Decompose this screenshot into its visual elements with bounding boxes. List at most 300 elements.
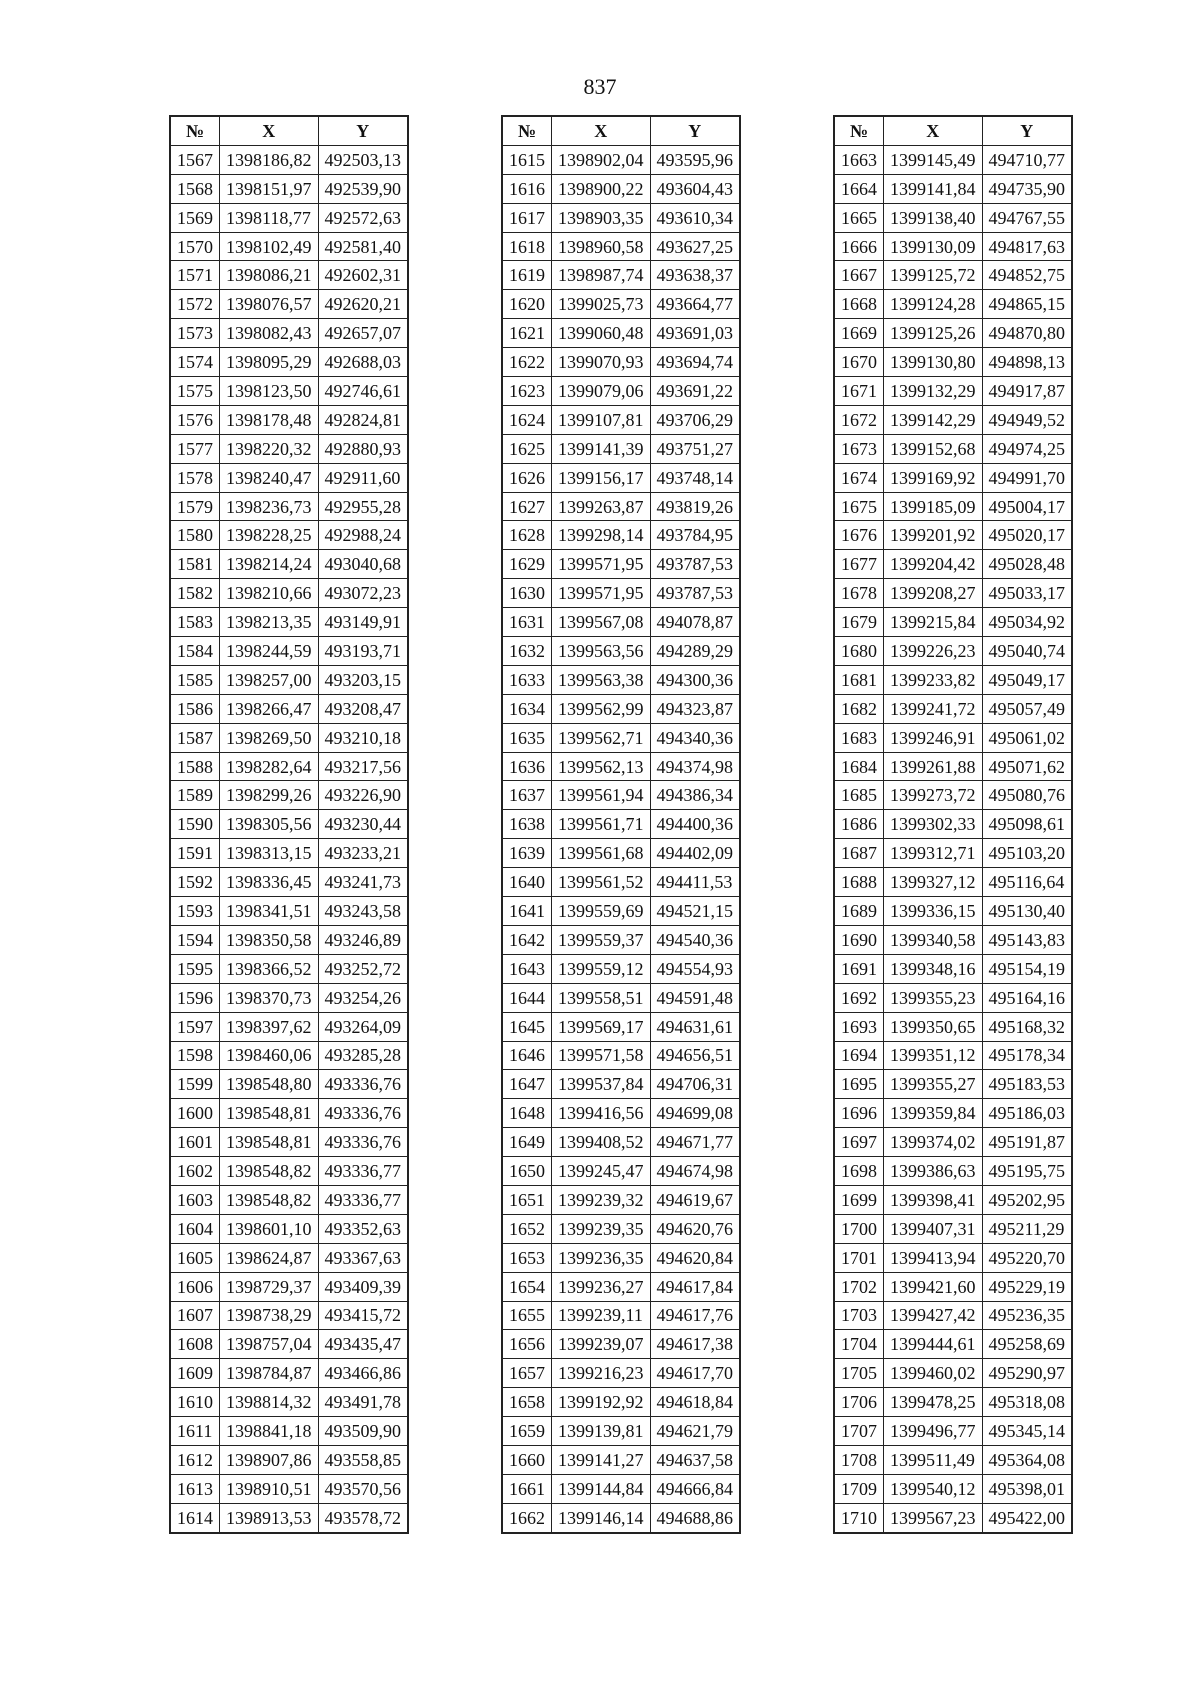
cell-number: 1692 — [835, 983, 884, 1012]
cell-number: 1576 — [171, 405, 220, 434]
table-row — [835, 492, 1072, 521]
header-number: № — [503, 117, 552, 146]
table-row — [503, 1099, 740, 1128]
table-row — [171, 1243, 408, 1272]
cell-x: 1399025,73 — [552, 290, 651, 319]
cell-y: 495318,08 — [982, 1388, 1072, 1417]
cell-y: 494735,90 — [982, 174, 1072, 203]
cell-y: 493784,95 — [650, 521, 740, 550]
cell-x: 1398266,47 — [220, 694, 319, 723]
cell-y: 494688,86 — [650, 1503, 740, 1532]
cell-x: 1399215,84 — [884, 608, 983, 637]
table-row — [835, 463, 1072, 492]
cell-x: 1398548,80 — [220, 1070, 319, 1099]
cell-y: 495186,03 — [982, 1099, 1072, 1128]
table-row — [171, 1474, 408, 1503]
cell-y: 495345,14 — [982, 1417, 1072, 1446]
cell-y: 495168,32 — [982, 1012, 1072, 1041]
table-row — [503, 290, 740, 319]
header-x: X — [552, 117, 651, 146]
table-row — [503, 405, 740, 434]
table-row — [171, 694, 408, 723]
cell-number: 1682 — [835, 694, 884, 723]
cell-x: 1398910,51 — [220, 1474, 319, 1503]
cell-x: 1398960,58 — [552, 232, 651, 261]
table-row — [835, 261, 1072, 290]
cell-y: 494666,84 — [650, 1474, 740, 1503]
cell-x: 1398095,29 — [220, 348, 319, 377]
cell-number: 1596 — [171, 983, 220, 1012]
cell-x: 1399138,40 — [884, 203, 983, 232]
table-row — [835, 637, 1072, 666]
cell-number: 1645 — [503, 1012, 552, 1041]
table-body — [503, 145, 740, 1532]
cell-x: 1399141,39 — [552, 434, 651, 463]
cell-y: 493691,22 — [650, 377, 740, 406]
cell-number: 1672 — [835, 405, 884, 434]
cell-number: 1674 — [835, 463, 884, 492]
table-row — [503, 810, 740, 839]
cell-y: 492911,60 — [318, 463, 408, 492]
cell-y: 495040,74 — [982, 637, 1072, 666]
cell-x: 1399216,23 — [552, 1359, 651, 1388]
cell-number: 1704 — [835, 1330, 884, 1359]
cell-number: 1614 — [171, 1503, 220, 1532]
cell-x: 1399144,84 — [552, 1474, 651, 1503]
cell-x: 1399558,51 — [552, 983, 651, 1012]
table-row — [171, 261, 408, 290]
table-row — [171, 203, 408, 232]
cell-y: 495164,16 — [982, 983, 1072, 1012]
table-row — [171, 145, 408, 174]
cell-y: 494674,98 — [650, 1157, 740, 1186]
coordinate-table-1 — [170, 116, 408, 1533]
cell-number: 1585 — [171, 665, 220, 694]
cell-x: 1398118,77 — [220, 203, 319, 232]
cell-number: 1617 — [503, 203, 552, 232]
cell-number: 1625 — [503, 434, 552, 463]
cell-x: 1399537,84 — [552, 1070, 651, 1099]
cell-x: 1399561,68 — [552, 839, 651, 868]
cell-x: 1398987,74 — [552, 261, 651, 290]
cell-number: 1650 — [503, 1157, 552, 1186]
cell-y: 494540,36 — [650, 925, 740, 954]
cell-number: 1709 — [835, 1474, 884, 1503]
table-row — [503, 1243, 740, 1272]
cell-number: 1569 — [171, 203, 220, 232]
cell-x: 1399567,08 — [552, 608, 651, 637]
cell-y: 495061,02 — [982, 723, 1072, 752]
cell-number: 1660 — [503, 1445, 552, 1474]
cell-x: 1398213,35 — [220, 608, 319, 637]
cell-x: 1399239,11 — [552, 1301, 651, 1330]
cell-y: 493336,76 — [318, 1070, 408, 1099]
table-row — [171, 810, 408, 839]
cell-x: 1398601,10 — [220, 1214, 319, 1243]
cell-x: 1398240,47 — [220, 463, 319, 492]
cell-x: 1398210,66 — [220, 579, 319, 608]
table-row — [835, 925, 1072, 954]
cell-number: 1667 — [835, 261, 884, 290]
cell-number: 1648 — [503, 1099, 552, 1128]
cell-x: 1398784,87 — [220, 1359, 319, 1388]
cell-number: 1684 — [835, 752, 884, 781]
cell-number: 1651 — [503, 1185, 552, 1214]
table-row — [171, 1330, 408, 1359]
cell-number: 1622 — [503, 348, 552, 377]
cell-number: 1689 — [835, 897, 884, 926]
cell-number: 1662 — [503, 1503, 552, 1532]
cell-x: 1399478,25 — [884, 1388, 983, 1417]
cell-y: 493264,09 — [318, 1012, 408, 1041]
table-row — [503, 1301, 740, 1330]
cell-x: 1399559,37 — [552, 925, 651, 954]
table-row — [835, 1128, 1072, 1157]
table-row — [171, 521, 408, 550]
table-row — [835, 232, 1072, 261]
cell-number: 1659 — [503, 1417, 552, 1446]
cell-number: 1665 — [835, 203, 884, 232]
cell-y: 493627,25 — [650, 232, 740, 261]
cell-y: 494710,77 — [982, 145, 1072, 174]
cell-x: 1398102,49 — [220, 232, 319, 261]
cell-x: 1399408,52 — [552, 1128, 651, 1157]
cell-x: 1398178,48 — [220, 405, 319, 434]
header-number: № — [171, 117, 220, 146]
cell-y: 495364,08 — [982, 1445, 1072, 1474]
cell-y: 494620,76 — [650, 1214, 740, 1243]
cell-y: 495178,34 — [982, 1041, 1072, 1070]
cell-number: 1676 — [835, 521, 884, 550]
cell-y: 492824,81 — [318, 405, 408, 434]
cell-x: 1399511,49 — [884, 1445, 983, 1474]
cell-number: 1571 — [171, 261, 220, 290]
table-row — [835, 1272, 1072, 1301]
cell-y: 493226,90 — [318, 781, 408, 810]
cell-number: 1581 — [171, 550, 220, 579]
cell-number: 1628 — [503, 521, 552, 550]
cell-y: 492988,24 — [318, 521, 408, 550]
cell-y: 494300,36 — [650, 665, 740, 694]
table-row — [171, 1445, 408, 1474]
cell-x: 1398313,15 — [220, 839, 319, 868]
cell-number: 1666 — [835, 232, 884, 261]
table-row — [835, 1041, 1072, 1070]
cell-x: 1398814,32 — [220, 1388, 319, 1417]
cell-x: 1399141,84 — [884, 174, 983, 203]
cell-number: 1706 — [835, 1388, 884, 1417]
cell-x: 1398151,97 — [220, 174, 319, 203]
table-row — [503, 319, 740, 348]
cell-number: 1669 — [835, 319, 884, 348]
cell-number: 1640 — [503, 868, 552, 897]
cell-x: 1399146,14 — [552, 1503, 651, 1532]
table-row — [171, 492, 408, 521]
cell-number: 1673 — [835, 434, 884, 463]
cell-y: 493193,71 — [318, 637, 408, 666]
table-row — [503, 839, 740, 868]
cell-y: 493578,72 — [318, 1503, 408, 1532]
cell-number: 1677 — [835, 550, 884, 579]
cell-number: 1635 — [503, 723, 552, 752]
cell-x: 1399241,72 — [884, 694, 983, 723]
cell-x: 1398257,00 — [220, 665, 319, 694]
cell-y: 493230,44 — [318, 810, 408, 839]
cell-y: 492620,21 — [318, 290, 408, 319]
cell-number: 1638 — [503, 810, 552, 839]
cell-x: 1399152,68 — [884, 434, 983, 463]
table-row — [171, 839, 408, 868]
table-row — [171, 925, 408, 954]
cell-x: 1398903,35 — [552, 203, 651, 232]
cell-number: 1579 — [171, 492, 220, 521]
table-row — [503, 377, 740, 406]
table-row — [503, 174, 740, 203]
cell-y: 495290,97 — [982, 1359, 1072, 1388]
cell-x: 1399192,92 — [552, 1388, 651, 1417]
table-row — [503, 868, 740, 897]
cell-x: 1398397,62 — [220, 1012, 319, 1041]
cell-number: 1623 — [503, 377, 552, 406]
cell-y: 494870,80 — [982, 319, 1072, 348]
table-row — [503, 1417, 740, 1446]
table-row — [171, 781, 408, 810]
cell-number: 1587 — [171, 723, 220, 752]
cell-number: 1568 — [171, 174, 220, 203]
table-row — [171, 1503, 408, 1532]
cell-x: 1399302,33 — [884, 810, 983, 839]
cell-y: 495116,64 — [982, 868, 1072, 897]
cell-x: 1399559,69 — [552, 897, 651, 926]
cell-number: 1599 — [171, 1070, 220, 1099]
cell-x: 1398336,45 — [220, 868, 319, 897]
cell-number: 1570 — [171, 232, 220, 261]
table-row — [503, 897, 740, 926]
table-row — [503, 665, 740, 694]
cell-x: 1398548,82 — [220, 1185, 319, 1214]
cell-x: 1398086,21 — [220, 261, 319, 290]
cell-y: 495258,69 — [982, 1330, 1072, 1359]
cell-x: 1398370,73 — [220, 983, 319, 1012]
cell-number: 1656 — [503, 1330, 552, 1359]
cell-y: 493610,34 — [650, 203, 740, 232]
cell-x: 1399185,09 — [884, 492, 983, 521]
cell-number: 1624 — [503, 405, 552, 434]
cell-x: 1398548,81 — [220, 1099, 319, 1128]
cell-y: 495057,49 — [982, 694, 1072, 723]
cell-number: 1661 — [503, 1474, 552, 1503]
cell-number: 1681 — [835, 665, 884, 694]
cell-y: 493040,68 — [318, 550, 408, 579]
table-row — [835, 579, 1072, 608]
cell-y: 494621,79 — [650, 1417, 740, 1446]
cell-x: 1399139,81 — [552, 1417, 651, 1446]
cell-number: 1609 — [171, 1359, 220, 1388]
cell-x: 1399169,92 — [884, 463, 983, 492]
cell-x: 1399562,71 — [552, 723, 651, 752]
cell-y: 493285,28 — [318, 1041, 408, 1070]
cell-x: 1399559,12 — [552, 954, 651, 983]
table-row — [835, 868, 1072, 897]
cell-number: 1633 — [503, 665, 552, 694]
table-row — [835, 608, 1072, 637]
table-row — [171, 434, 408, 463]
cell-number: 1611 — [171, 1417, 220, 1446]
cell-number: 1634 — [503, 694, 552, 723]
table-header-row — [835, 117, 1072, 146]
cell-y: 494974,25 — [982, 434, 1072, 463]
cell-x: 1399327,12 — [884, 868, 983, 897]
cell-y: 493664,77 — [650, 290, 740, 319]
table-row — [171, 1128, 408, 1157]
cell-number: 1639 — [503, 839, 552, 868]
cell-y: 492602,31 — [318, 261, 408, 290]
cell-x: 1399239,35 — [552, 1214, 651, 1243]
cell-x: 1399141,27 — [552, 1445, 651, 1474]
cell-number: 1657 — [503, 1359, 552, 1388]
cell-y: 494656,51 — [650, 1041, 740, 1070]
cell-x: 1399201,92 — [884, 521, 983, 550]
cell-x: 1399142,29 — [884, 405, 983, 434]
cell-number: 1631 — [503, 608, 552, 637]
cell-y: 493210,18 — [318, 723, 408, 752]
cell-number: 1612 — [171, 1445, 220, 1474]
table-row — [835, 1503, 1072, 1532]
cell-number: 1686 — [835, 810, 884, 839]
page-number: 837 — [583, 74, 617, 99]
cell-y: 494619,67 — [650, 1185, 740, 1214]
cell-y: 495004,17 — [982, 492, 1072, 521]
cell-y: 492880,93 — [318, 434, 408, 463]
table-row — [835, 434, 1072, 463]
table-row — [835, 377, 1072, 406]
cell-number: 1688 — [835, 868, 884, 897]
table-row — [503, 1128, 740, 1157]
cell-y: 494898,13 — [982, 348, 1072, 377]
cell-x: 1399130,80 — [884, 348, 983, 377]
cell-y: 495098,61 — [982, 810, 1072, 839]
cell-number: 1580 — [171, 521, 220, 550]
table-row — [171, 1301, 408, 1330]
table-row — [835, 1301, 1072, 1330]
cell-y: 495422,00 — [982, 1503, 1072, 1532]
cell-number: 1652 — [503, 1214, 552, 1243]
cell-y: 495191,87 — [982, 1128, 1072, 1157]
cell-y: 493208,47 — [318, 694, 408, 723]
cell-x: 1399245,47 — [552, 1157, 651, 1186]
cell-y: 493367,63 — [318, 1243, 408, 1272]
table-row — [503, 925, 740, 954]
table-row — [171, 1417, 408, 1446]
cell-number: 1621 — [503, 319, 552, 348]
cell-x: 1398841,18 — [220, 1417, 319, 1446]
cell-x: 1398214,24 — [220, 550, 319, 579]
cell-number: 1690 — [835, 925, 884, 954]
header-number: № — [835, 117, 884, 146]
table-row — [171, 637, 408, 666]
cell-x: 1399460,02 — [884, 1359, 983, 1388]
table-row — [835, 319, 1072, 348]
table-row — [503, 637, 740, 666]
cell-y: 495229,19 — [982, 1272, 1072, 1301]
table-row — [171, 377, 408, 406]
cell-y: 493787,53 — [650, 550, 740, 579]
cell-y: 492503,13 — [318, 145, 408, 174]
cell-x: 1398902,04 — [552, 145, 651, 174]
table-row — [503, 145, 740, 174]
cell-x: 1398548,81 — [220, 1128, 319, 1157]
cell-number: 1573 — [171, 319, 220, 348]
cell-number: 1608 — [171, 1330, 220, 1359]
cell-x: 1398350,58 — [220, 925, 319, 954]
table-row — [503, 463, 740, 492]
cell-y: 494671,77 — [650, 1128, 740, 1157]
table-row — [171, 174, 408, 203]
cell-x: 1399561,71 — [552, 810, 651, 839]
table-row — [503, 492, 740, 521]
cell-y: 493787,53 — [650, 579, 740, 608]
cell-y: 495236,35 — [982, 1301, 1072, 1330]
cell-number: 1655 — [503, 1301, 552, 1330]
cell-y: 494852,75 — [982, 261, 1072, 290]
table-row — [503, 261, 740, 290]
cell-x: 1399125,72 — [884, 261, 983, 290]
cell-number: 1606 — [171, 1272, 220, 1301]
cell-x: 1399374,02 — [884, 1128, 983, 1157]
cell-x: 1399261,88 — [884, 752, 983, 781]
cell-x: 1399060,48 — [552, 319, 651, 348]
table-row — [503, 550, 740, 579]
cell-number: 1593 — [171, 897, 220, 926]
cell-y: 495154,19 — [982, 954, 1072, 983]
table-row — [171, 550, 408, 579]
cell-number: 1668 — [835, 290, 884, 319]
cell-x: 1399236,27 — [552, 1272, 651, 1301]
cell-y: 493252,72 — [318, 954, 408, 983]
table-row — [835, 752, 1072, 781]
cell-y: 493748,14 — [650, 463, 740, 492]
table-row — [835, 1359, 1072, 1388]
cell-y: 493409,39 — [318, 1272, 408, 1301]
cell-number: 1577 — [171, 434, 220, 463]
coordinate-table-2 — [502, 116, 740, 1533]
cell-x: 1399571,58 — [552, 1041, 651, 1070]
cell-x: 1399413,94 — [884, 1243, 983, 1272]
cell-y: 492955,28 — [318, 492, 408, 521]
table-row — [835, 348, 1072, 377]
cell-number: 1710 — [835, 1503, 884, 1532]
cell-y: 493415,72 — [318, 1301, 408, 1330]
cell-x: 1399239,32 — [552, 1185, 651, 1214]
cell-x: 1398076,57 — [220, 290, 319, 319]
table-row — [171, 723, 408, 752]
cell-y: 494386,34 — [650, 781, 740, 810]
cell-x: 1399125,26 — [884, 319, 983, 348]
cell-x: 1399236,35 — [552, 1243, 651, 1272]
cell-x: 1399340,58 — [884, 925, 983, 954]
table-row — [503, 1445, 740, 1474]
cell-x: 1399239,07 — [552, 1330, 651, 1359]
table-row — [171, 608, 408, 637]
table-row — [835, 1157, 1072, 1186]
table-row — [835, 1417, 1072, 1446]
table-row — [503, 1070, 740, 1099]
table-row — [503, 1185, 740, 1214]
cell-y: 493336,77 — [318, 1185, 408, 1214]
cell-x: 1399246,91 — [884, 723, 983, 752]
cell-y: 494817,63 — [982, 232, 1072, 261]
cell-number: 1658 — [503, 1388, 552, 1417]
